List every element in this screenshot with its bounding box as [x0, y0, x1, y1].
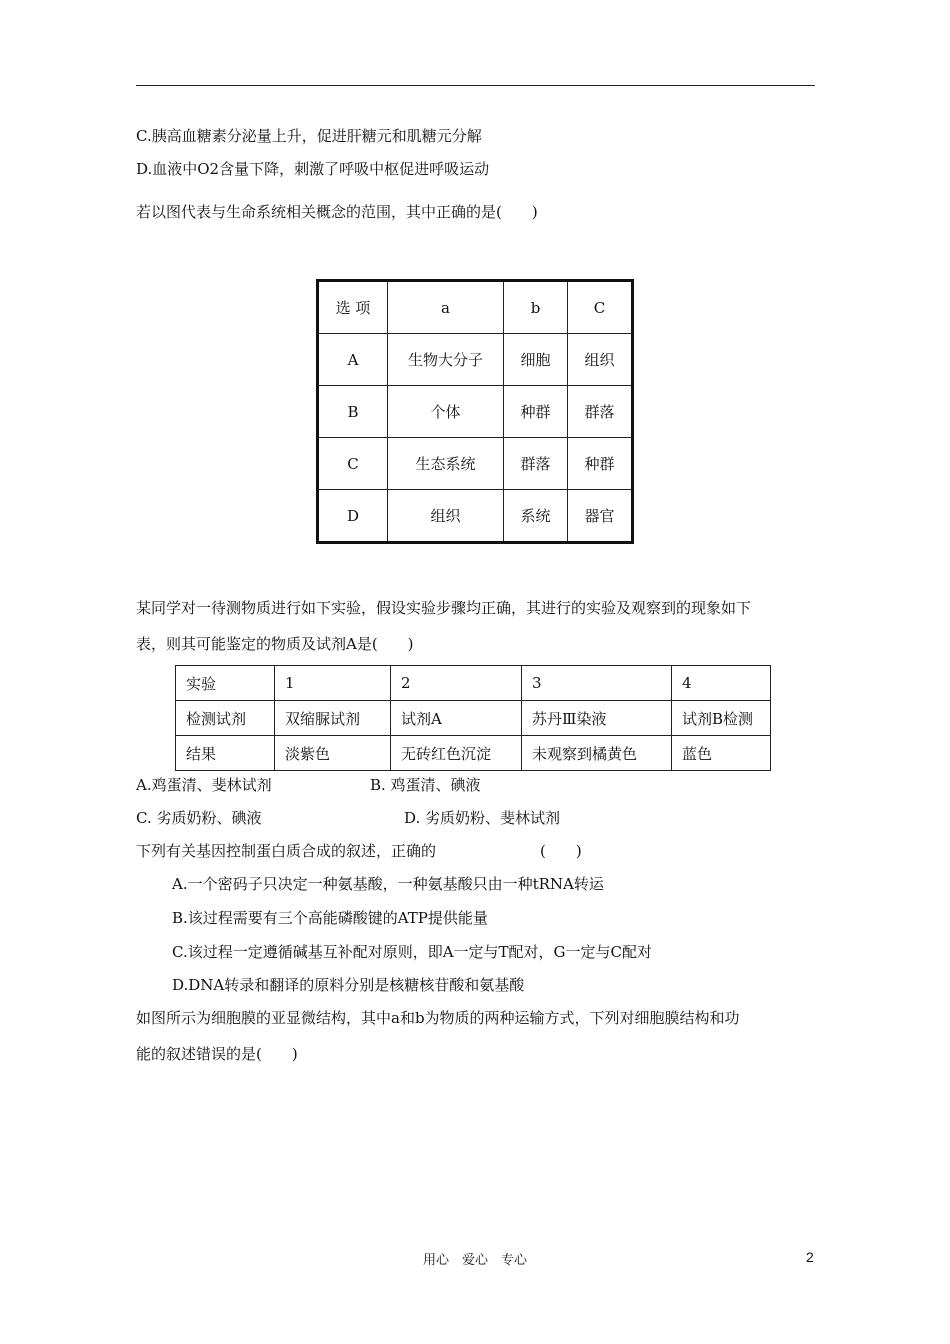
answer-option-d: D. 劣质奶粉、斐林试剂 — [404, 809, 561, 827]
table-row — [318, 334, 633, 386]
question-experiment-line1: 某同学对一待测物质进行如下实验，假设实验步骤均正确，其进行的实验及观察到的现象如下 — [136, 599, 752, 617]
table-cell: 2 — [391, 666, 522, 701]
table-cell: 组织 — [388, 490, 504, 543]
life-system-table — [316, 279, 634, 544]
table-row — [318, 438, 633, 490]
header-rule — [136, 85, 815, 86]
table-cell: 器官 — [568, 490, 633, 543]
table-cell: C — [568, 281, 633, 334]
table-cell: C — [318, 438, 388, 490]
table-cell: 试剂B检测 — [672, 701, 771, 736]
answer-option-a: A.鸡蛋清、斐林试剂 — [136, 776, 272, 794]
table-cell: 试剂A — [391, 701, 522, 736]
question-cell-membrane-line1: 如图所示为细胞膜的亚显微结构，其中a和b为物质的两种运输方式，下列对细胞膜结构和功 — [136, 1009, 740, 1027]
table-cell: 生物大分子 — [388, 334, 504, 386]
answer-option-c: C. 劣质奶粉、碘液 — [136, 809, 262, 827]
answer-blank: ( ) — [540, 842, 582, 860]
table-cell: 淡紫色 — [275, 736, 391, 771]
table-cell: 蓝色 — [672, 736, 771, 771]
table-cell: 双缩脲试剂 — [275, 701, 391, 736]
table-cell: 选 项 — [318, 281, 388, 334]
table-cell: 无砖红色沉淀 — [391, 736, 522, 771]
table-cell: a — [388, 281, 504, 334]
question-gene-expression: 下列有关基因控制蛋白质合成的叙述，正确的 — [136, 842, 437, 860]
table-cell: 种群 — [504, 386, 568, 438]
page-footer: 用心 爱心 专心 — [422, 1253, 527, 1268]
answer-option-d: D.DNA转录和翻译的原料分别是核糖核苷酸和氨基酸 — [172, 976, 525, 994]
table-row — [176, 736, 771, 771]
answer-option-b: B. 鸡蛋清、碘液 — [370, 776, 481, 794]
question-cell-membrane-line2: 能的叙述错误的是( ) — [136, 1045, 298, 1063]
option-c-text: C.胰高血糖素分泌量上升，促进肝糖元和肌糖元分解 — [136, 127, 482, 145]
table-cell: B — [318, 386, 388, 438]
question-experiment-line2: 表，则其可能鉴定的物质及试剂A是( ) — [136, 635, 414, 653]
table-cell: 个体 — [388, 386, 504, 438]
table-cell: 苏丹Ⅲ染液 — [522, 701, 672, 736]
table-cell: 1 — [275, 666, 391, 701]
table-cell: 细胞 — [504, 334, 568, 386]
experiment-table — [175, 665, 771, 771]
answer-option-b: B.该过程需要有三个高能磷酸键的ATP提供能量 — [172, 909, 488, 927]
table-cell: 4 — [672, 666, 771, 701]
table-row — [318, 490, 633, 543]
table-row — [318, 386, 633, 438]
table-cell: 系统 — [504, 490, 568, 543]
table-row — [176, 666, 771, 701]
page-number: 2 — [806, 1249, 814, 1265]
table-cell: 群落 — [568, 386, 633, 438]
table-cell: 结果 — [176, 736, 275, 771]
table-cell: 种群 — [568, 438, 633, 490]
table-cell: 组织 — [568, 334, 633, 386]
table-cell: 未观察到橘黄色 — [522, 736, 672, 771]
option-d-text: D.血液中O2含量下降，刺激了呼吸中枢促进呼吸运动 — [136, 160, 490, 178]
table-cell: 3 — [522, 666, 672, 701]
table-cell: D — [318, 490, 388, 543]
question-life-system: 若以图代表与生命系统相关概念的范围，其中正确的是( ) — [136, 203, 538, 221]
answer-option-c: C.该过程一定遵循碱基互补配对原则，即A一定与T配对，G一定与C配对 — [172, 943, 653, 961]
table-cell: 实验 — [176, 666, 275, 701]
table-cell: 检测试剂 — [176, 701, 275, 736]
answer-option-a: A.一个密码子只决定一种氨基酸，一种氨基酸只由一种tRNA转运 — [172, 875, 604, 893]
table-cell: 群落 — [504, 438, 568, 490]
table-cell: 生态系统 — [388, 438, 504, 490]
table-row — [318, 281, 633, 334]
table-cell: b — [504, 281, 568, 334]
table-cell: A — [318, 334, 388, 386]
table-row — [176, 701, 771, 736]
